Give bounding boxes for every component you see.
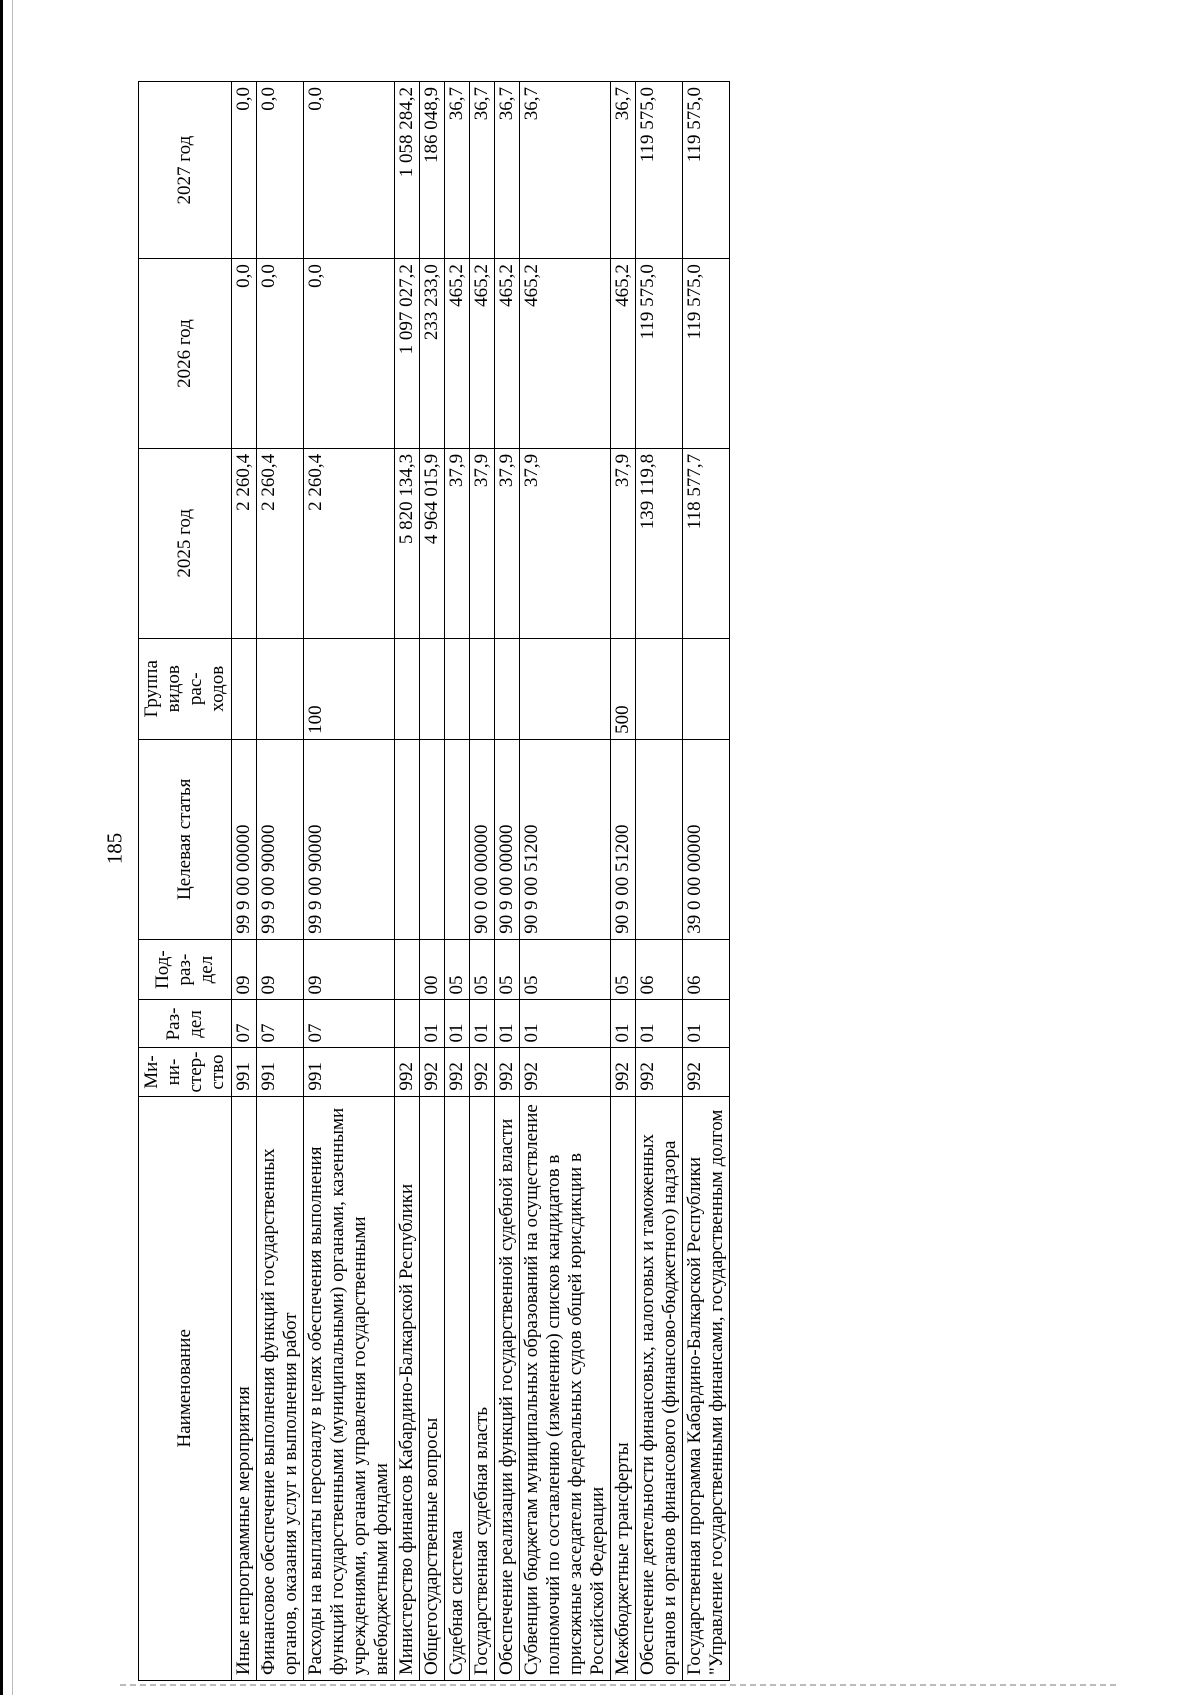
- header-ministry: Ми- ни- стер- ство: [139, 1048, 232, 1096]
- cell-target: 90 9 00 51200: [611, 739, 636, 939]
- cell-target: [636, 739, 683, 939]
- cell-ministry: 992: [470, 1048, 495, 1096]
- cell-2027: 119 575,0: [683, 82, 730, 259]
- cell-target: 99 9 00 90000: [304, 739, 395, 939]
- table-row: [495, 82, 520, 1681]
- cell-expense-group: [257, 638, 304, 739]
- cell-expense-group: [420, 638, 445, 739]
- cell-section: 07: [304, 1000, 395, 1048]
- cell-ministry: 992: [611, 1048, 636, 1096]
- cell-section: 01: [611, 1000, 636, 1048]
- header-subsection: Под- раз- дел: [139, 939, 232, 1000]
- cell-section: 07: [232, 1000, 257, 1048]
- cell-2025: 37,9: [470, 448, 495, 638]
- cell-target: 99 9 00 90000: [257, 739, 304, 939]
- cell-target: [445, 739, 470, 939]
- cell-target: 90 9 00 00000: [495, 739, 520, 939]
- cell-ministry: 992: [395, 1048, 420, 1096]
- table-header-row: [139, 82, 232, 1681]
- cell-expense-group: [683, 638, 730, 739]
- cell-expense-group: 100: [304, 638, 395, 739]
- header-section: Раз- дел: [139, 1000, 232, 1048]
- table-body: [232, 82, 730, 1681]
- cell-name: Финансовое обеспечение выполнения функций государственных органов, оказания услуг и выполнения работ: [257, 1096, 304, 1680]
- scan-fold-line: [12, 0, 13, 1695]
- cell-2027: 0,0: [304, 82, 395, 259]
- cell-name: Обеспечение деятельности финансовых, налоговых и таможенных органов и органов финансового (финансово-бюджетного) надзора: [636, 1096, 683, 1680]
- cell-2025: 37,9: [611, 448, 636, 638]
- cell-expense-group: [395, 638, 420, 739]
- cell-name: Расходы на выплаты персоналу в целях обеспечения выполнения функций государственными (муниципальными) органами, казенными учреждениями, органами управления государственными внебюджетными фондами: [304, 1096, 395, 1680]
- table-row: [611, 82, 636, 1681]
- cell-subsection: 05: [470, 939, 495, 1000]
- budget-table: [138, 81, 730, 1681]
- cell-ministry: 992: [636, 1048, 683, 1096]
- cell-subsection: 06: [683, 939, 730, 1000]
- table-row: [232, 82, 257, 1681]
- cell-2027: 36,7: [445, 82, 470, 259]
- cell-2025: 118 577,7: [683, 448, 730, 638]
- table-row: [257, 82, 304, 1681]
- cell-2027: 36,7: [520, 82, 611, 259]
- cell-ministry: 991: [232, 1048, 257, 1096]
- cell-target: 90 0 00 00000: [470, 739, 495, 939]
- cell-name: Государственная судебная власть: [470, 1096, 495, 1680]
- cell-name: Субвенции бюджетам муниципальных образований на осуществление полномочий по составлению (изменению) списков кандидатов в присяжные заседатели федеральных судов общей юрисдикции в Российской Федерации: [520, 1096, 611, 1680]
- cell-name: Обеспечение реализации функций государственной судебной власти: [495, 1096, 520, 1680]
- cell-subsection: 06: [636, 939, 683, 1000]
- cell-2027: 36,7: [470, 82, 495, 259]
- cell-section: 01: [470, 1000, 495, 1048]
- cell-2026: 119 575,0: [683, 259, 730, 449]
- cell-2025: 2 260,4: [257, 448, 304, 638]
- scan-page-edge: [0, 0, 3, 1695]
- cell-expense-group: [495, 638, 520, 739]
- page-number: 185: [102, 832, 127, 865]
- table-row: [470, 82, 495, 1681]
- cell-2025: 2 260,4: [304, 448, 395, 638]
- cell-2026: 0,0: [304, 259, 395, 449]
- cell-2026: 465,2: [470, 259, 495, 449]
- cell-2027: 186 048,9: [420, 82, 445, 259]
- cell-2026: 0,0: [232, 259, 257, 449]
- cell-2027: 0,0: [257, 82, 304, 259]
- cell-ministry: 992: [683, 1048, 730, 1096]
- cell-section: 01: [636, 1000, 683, 1048]
- cell-target: 90 9 00 51200: [520, 739, 611, 939]
- cell-target: [395, 739, 420, 939]
- cell-subsection: 05: [445, 939, 470, 1000]
- cell-2027: 36,7: [495, 82, 520, 259]
- cell-expense-group: [445, 638, 470, 739]
- table-row: [683, 82, 730, 1681]
- cell-expense-group: [470, 638, 495, 739]
- cell-target: [420, 739, 445, 939]
- cell-target: 39 0 00 00000: [683, 739, 730, 939]
- cell-2027: 119 575,0: [636, 82, 683, 259]
- cell-section: 01: [683, 1000, 730, 1048]
- cell-ministry: 992: [520, 1048, 611, 1096]
- table-row: [304, 82, 395, 1681]
- cell-subsection: 09: [304, 939, 395, 1000]
- cell-2026: 0,0: [257, 259, 304, 449]
- cell-ministry: 992: [420, 1048, 445, 1096]
- cell-2027: 1 058 284,2: [395, 82, 420, 259]
- cell-ministry: 992: [495, 1048, 520, 1096]
- header-expense-group: Группа видов рас- ходов: [139, 638, 232, 739]
- cell-name: Общегосударственные вопросы: [420, 1096, 445, 1680]
- cell-subsection: 09: [257, 939, 304, 1000]
- cell-name: Министерство финансов Кабардино-Балкарской Республики: [395, 1096, 420, 1680]
- cell-ministry: 991: [257, 1048, 304, 1096]
- cell-2025: 139 119,8: [636, 448, 683, 638]
- cell-name: Иные непрограммные мероприятия: [232, 1096, 257, 1680]
- cell-name: Судебная система: [445, 1096, 470, 1680]
- cell-section: 01: [520, 1000, 611, 1048]
- cell-ministry: 992: [445, 1048, 470, 1096]
- table-row: [395, 82, 420, 1681]
- cell-expense-group: [636, 638, 683, 739]
- cell-2025: 4 964 015,9: [420, 448, 445, 638]
- cell-subsection: 05: [495, 939, 520, 1000]
- scan-bottom-edge: [120, 1684, 1120, 1686]
- cell-2027: 0,0: [232, 82, 257, 259]
- cell-ministry: 991: [304, 1048, 395, 1096]
- cell-2025: 37,9: [445, 448, 470, 638]
- header-2026: 2026 год: [139, 259, 232, 449]
- cell-subsection: 09: [232, 939, 257, 1000]
- cell-2027: 36,7: [611, 82, 636, 259]
- cell-2026: 465,2: [495, 259, 520, 449]
- header-2025: 2025 год: [139, 448, 232, 638]
- table-row: [636, 82, 683, 1681]
- cell-2025: 5 820 134,3: [395, 448, 420, 638]
- header-name: Наименование: [139, 1096, 232, 1680]
- cell-2026: 465,2: [520, 259, 611, 449]
- cell-2026: 1 097 027,2: [395, 259, 420, 449]
- cell-2025: 37,9: [520, 448, 611, 638]
- cell-subsection: 00: [420, 939, 445, 1000]
- cell-subsection: [395, 939, 420, 1000]
- header-2027: 2027 год: [139, 82, 232, 259]
- cell-section: [395, 1000, 420, 1048]
- cell-2026: 465,2: [611, 259, 636, 449]
- cell-subsection: 05: [520, 939, 611, 1000]
- cell-expense-group: [232, 638, 257, 739]
- cell-name: Межбюджетные трансферты: [611, 1096, 636, 1680]
- cell-2026: 119 575,0: [636, 259, 683, 449]
- cell-section: 01: [495, 1000, 520, 1048]
- cell-subsection: 05: [611, 939, 636, 1000]
- cell-target: 99 9 00 00000: [232, 739, 257, 939]
- cell-expense-group: [520, 638, 611, 739]
- cell-2025: 2 260,4: [232, 448, 257, 638]
- cell-2025: 37,9: [495, 448, 520, 638]
- cell-name: Государственная программа Кабардино-Балкарской Республики "Управление государственными финансами, государственным долгом: [683, 1096, 730, 1680]
- cell-2026: 233 233,0: [420, 259, 445, 449]
- cell-2026: 465,2: [445, 259, 470, 449]
- rotated-table-container: [138, 81, 1090, 1681]
- table-row: [420, 82, 445, 1681]
- cell-section: 01: [420, 1000, 445, 1048]
- table-row: [445, 82, 470, 1681]
- table-row: [520, 82, 611, 1681]
- cell-section: 07: [257, 1000, 304, 1048]
- cell-expense-group: 500: [611, 638, 636, 739]
- cell-section: 01: [445, 1000, 470, 1048]
- header-target: Целевая статья: [139, 739, 232, 939]
